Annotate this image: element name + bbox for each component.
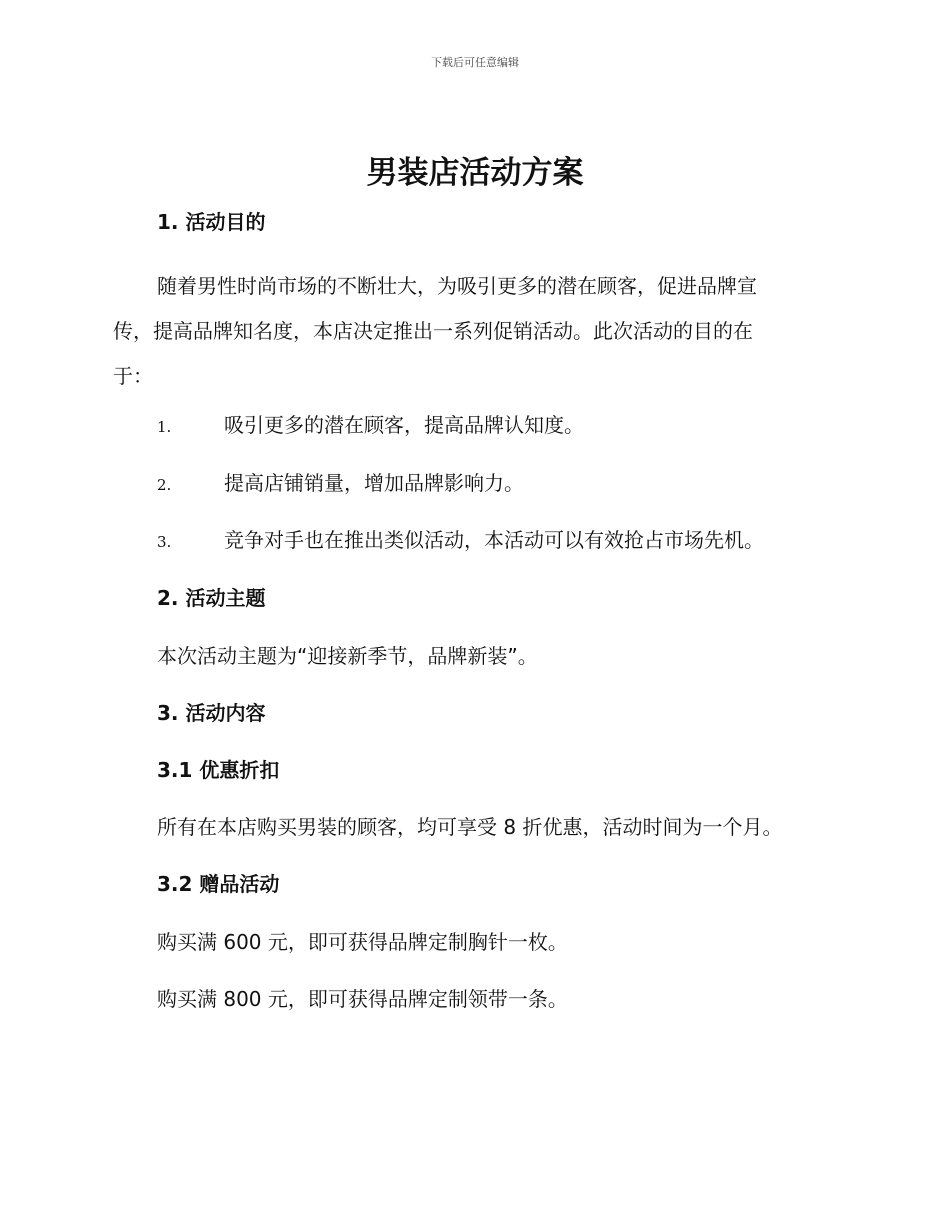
list-item: 提高店铺销量，增加品牌影响力。 xyxy=(224,471,524,495)
section-heading-purpose: 1. 活动目的 xyxy=(157,210,266,234)
document-title: 男装店活动方案 xyxy=(366,155,584,191)
header-note: 下载后可任意编辑 xyxy=(431,56,519,69)
purpose-paragraph xyxy=(113,264,813,399)
list-item-number: 2. xyxy=(157,476,172,494)
list-item: 吸引更多的潜在顾客，提高品牌认知度。 xyxy=(224,413,584,437)
subsection-heading-discount: 3.1 优惠折扣 xyxy=(157,758,280,782)
paragraph-line: 随着男性时尚市场的不断壮大，为吸引更多的潜在顾客，促进品牌宣 xyxy=(157,274,757,298)
discount-paragraph: 所有在本店购买男装的顾客，均可享受 8 折优惠，活动时间为一个月。 xyxy=(157,815,783,839)
paragraph-line: 于： xyxy=(113,364,153,388)
subsection-heading-gift: 3.2 赠品活动 xyxy=(157,872,280,896)
section-heading-content: 3. 活动内容 xyxy=(157,701,266,725)
list-item-number: 1. xyxy=(157,418,172,436)
gift-paragraph: 购买满 800 元，即可获得品牌定制领带一条。 xyxy=(157,987,568,1011)
list-item-number: 3. xyxy=(157,533,172,551)
section-heading-theme: 2. 活动主题 xyxy=(157,586,266,610)
paragraph-line: 传，提高品牌知名度，本店决定推出一系列促销活动。此次活动的目的在 xyxy=(113,319,753,343)
list-item: 竞争对手也在推出类似活动，本活动可以有效抢占市场先机。 xyxy=(224,528,764,552)
theme-paragraph: 本次活动主题为“迎接新季节，品牌新装”。 xyxy=(157,644,538,668)
gift-paragraph: 购买满 600 元，即可获得品牌定制胸针一枚。 xyxy=(157,930,568,954)
